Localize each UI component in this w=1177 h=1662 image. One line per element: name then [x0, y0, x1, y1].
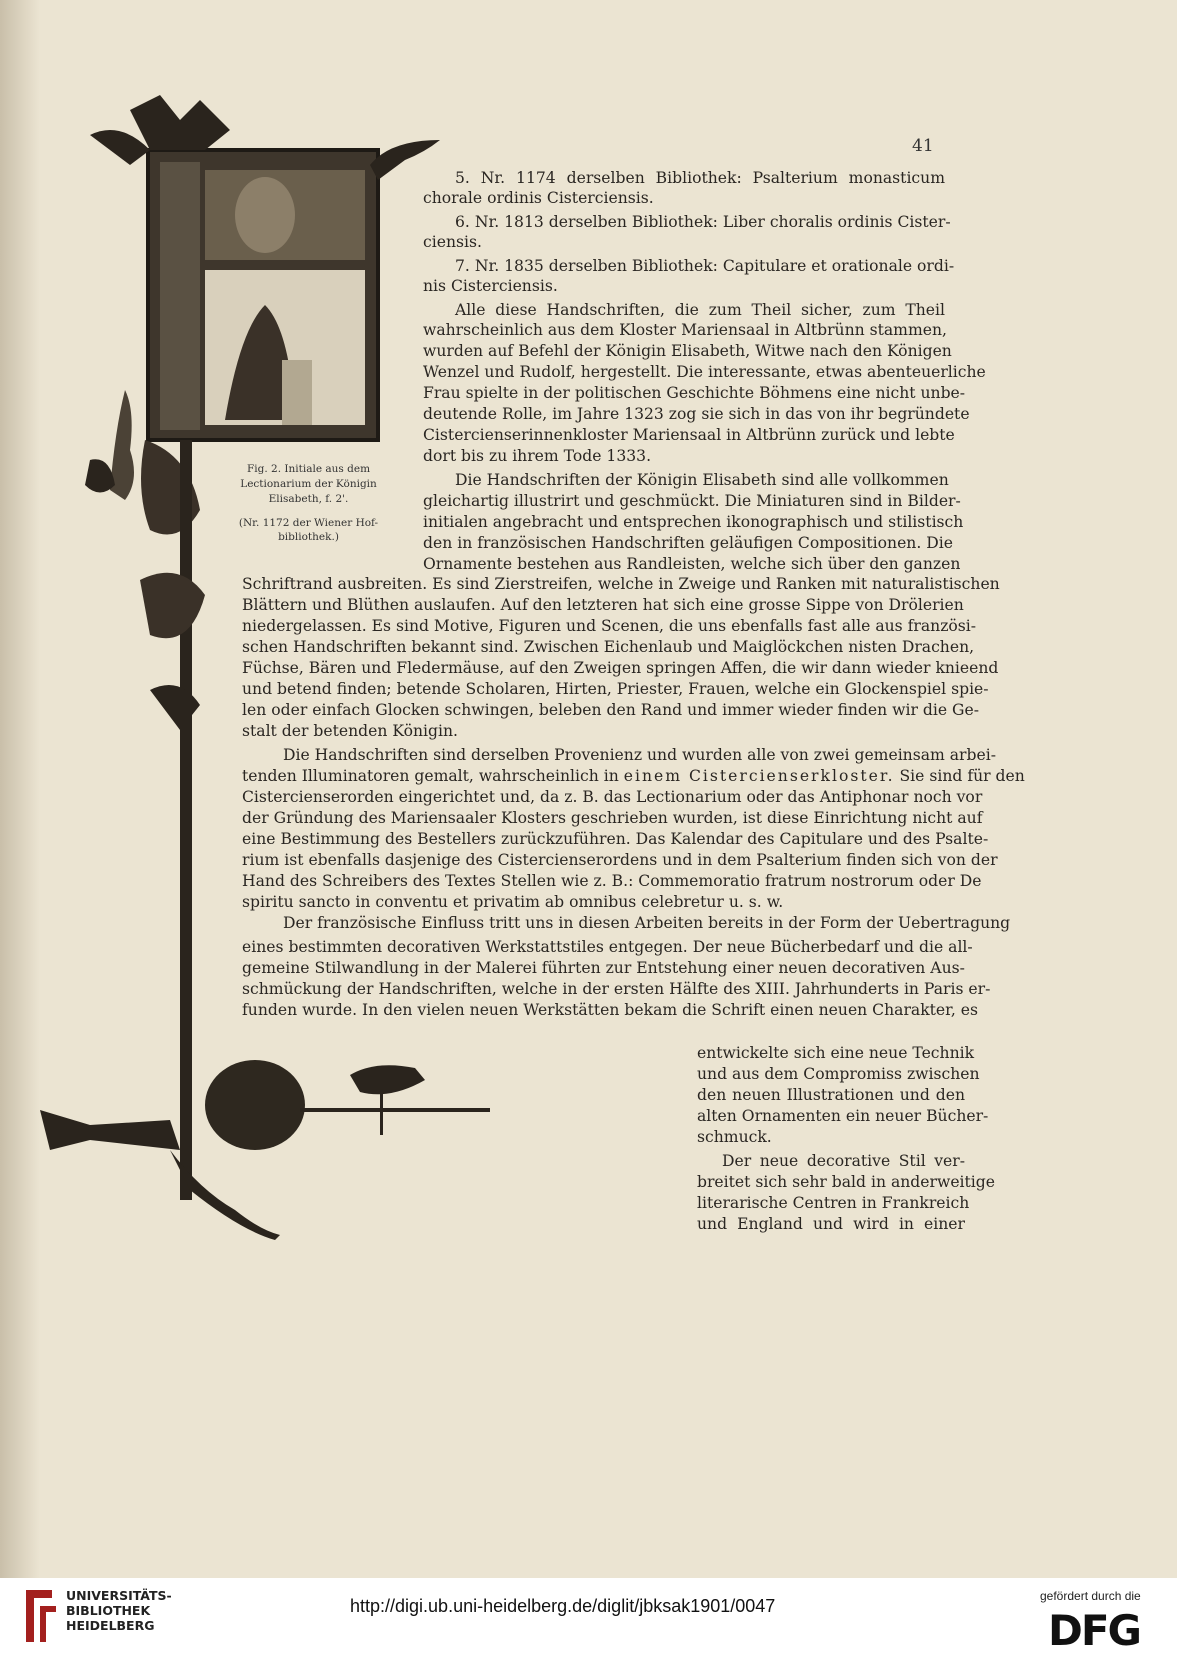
- text-line: Cistercienserinnenkloster Mariensaal in Altbrünn zurück und lebte: [423, 426, 955, 444]
- text-line: literarische Centren in Frankreich: [697, 1194, 970, 1212]
- text-line: deutende Rolle, im Jahre 1323 zog sie sich in das von ihr begründete: [423, 405, 970, 423]
- dfg-logo: DFG: [1048, 1606, 1141, 1655]
- university-library-logo-icon: [22, 1586, 58, 1646]
- text-line: ciensis.: [423, 233, 482, 251]
- text-line: den in französischen Handschriften geläufigen Compositionen. Die: [423, 534, 953, 552]
- text-run-spaced: einem Cistercienserkloster.: [623, 767, 895, 785]
- text-line: Cistercienserorden eingerichtet und, da z. B. das Lectionarium oder das Antiphonar noch vor: [242, 788, 983, 806]
- text-line: schmuck.: [697, 1128, 772, 1146]
- text-line: funden wurde. In den vielen neuen Werkstätten bekam die Schrift einen neuen Charakter, es: [242, 1001, 979, 1019]
- text-line: initialen angebracht und entsprechen ikonographisch und stilistisch: [423, 513, 964, 531]
- text-line: wahrscheinlich aus dem Kloster Mariensaal in Altbrünn stammen,: [423, 321, 947, 339]
- text-line: rium ist ebenfalls dasjenige des Cistercienserordens und in dem Psalterium finden sich von der: [242, 851, 998, 869]
- page-number: 41: [912, 136, 934, 156]
- text-line: wurden auf Befehl der Königin Elisabeth, Witwe nach den Königen: [423, 342, 952, 360]
- text-line: Frau spielte in der politischen Geschichte Böhmens eine nicht unbe-: [423, 384, 966, 402]
- text-line: 7. Nr. 1835 derselben Bibliothek: Capitulare et orationale ordi-: [455, 257, 955, 275]
- text-line: gemeine Stilwandlung in der Malerei führten zur Entstehung einer neuen decorativen Aus-: [242, 959, 965, 977]
- caption-line: Fig. 2. Initiale aus dem: [246, 463, 371, 475]
- text-line: stalt der betenden Königin.: [242, 722, 458, 740]
- text-line: Hand des Schreibers des Textes Stellen wie z. B.: Commemoratio fratrum nostrorum oder De: [242, 872, 982, 890]
- text-line: 6. Nr. 1813 derselben Bibliothek: Liber choralis ordinis Cister-: [455, 213, 951, 231]
- text-line: Schriftrand ausbreiten. Es sind Zierstreifen, welche in Zweige und Ranken mit naturalistischen: [242, 575, 1000, 593]
- text-line: Alle diese Handschriften, die zum Theil sicher, zum Theil: [455, 301, 945, 319]
- text-line: eines bestimmten decorativen Werkstattstiles entgegen. Der neue Bücherbedarf und die all-: [242, 938, 973, 956]
- text-line: alten Ornamenten ein neuer Bücher-: [697, 1107, 989, 1125]
- text-run: Sie sind für den: [899, 767, 1025, 785]
- text-line-emphasis: [242, 766, 1025, 786]
- text-line: nis Cisterciensis.: [423, 277, 558, 295]
- caption-line: Elisabeth, f. 2'.: [268, 493, 349, 505]
- text-line: Der französische Einfluss tritt uns in diesen Arbeiten bereits in der Form der Uebertragung: [283, 914, 1011, 932]
- text-line: 5. Nr. 1174 derselben Bibliothek: Psalterium monasticum: [455, 169, 945, 187]
- text-line: der Gründung des Mariensaaler Klosters geschrieben wurden, ist diese Einrichtung nicht auf: [242, 809, 983, 827]
- text-line: Ornamente bestehen aus Randleisten, welche sich über den ganzen: [423, 555, 961, 573]
- footer-bar: [0, 1578, 1177, 1662]
- text-line: Die Handschriften der Königin Elisabeth sind alle vollkommen: [455, 471, 949, 489]
- text-line: Der neue decorative Stil ver-: [722, 1152, 965, 1170]
- text-line: niedergelassen. Es sind Motive, Figuren und Scenen, die uns ebenfalls fast alle aus französi-: [242, 617, 977, 635]
- text-line: eine Bestimmung des Bestellers zurückzuführen. Das Kalendar des Capitulare und des Psalte-: [242, 830, 989, 848]
- text-line: und aus dem Compromiss zwischen: [697, 1065, 980, 1083]
- text-line: Die Handschriften sind derselben Provenienz und wurden alle von zwei gemeinsam arbei-: [283, 746, 996, 764]
- caption-line: bibliothek.): [278, 531, 339, 543]
- caption-line: (Nr. 1172 der Wiener Hof-: [238, 517, 379, 529]
- text-line: und England und wird in einer: [697, 1215, 965, 1233]
- logo-line-2: BIBLIOTHEK: [66, 1603, 151, 1618]
- text-line: dort bis zu ihrem Tode 1333.: [423, 447, 652, 465]
- text-run: tenden Illuminatoren gemalt, wahrscheinlich in: [242, 767, 619, 785]
- text-line: schmückung der Handschriften, welche in der ersten Hälfte des XIII. Jahrhunderts in Paris er-: [242, 980, 991, 998]
- funder-label: gefördert durch die: [1040, 1589, 1141, 1603]
- text-line: entwickelte sich eine neue Technik: [697, 1044, 975, 1062]
- caption-line: Lectionarium der Königin: [240, 478, 377, 490]
- text-line: schen Handschriften bekannt sind. Zwischen Eichenlaub und Maiglöckchen nisten Drachen,: [242, 638, 975, 656]
- text-line: und betend finden; betende Scholaren, Hirten, Priester, Frauen, welche ein Glockenspiel spie-: [242, 680, 989, 698]
- text-line: Blättern und Blüthen auslaufen. Auf den letzteren hat sich eine grosse Sippe von Drölerien: [242, 596, 964, 614]
- text-line: Wenzel und Rudolf, hergestellt. Die interessante, etwas abenteuerliche: [423, 363, 986, 381]
- logo-line-1: UNIVERSITÄTS-: [66, 1588, 172, 1603]
- page-url-link[interactable]: http://digi.ub.uni-heidelberg.de/diglit/jbksak1901/0047: [350, 1596, 776, 1616]
- text-line: breitet sich sehr bald in anderweitige: [697, 1173, 996, 1191]
- text-line: den neuen Illustrationen und den: [697, 1086, 965, 1104]
- text-line: gleichartig illustrirt und geschmückt. Die Miniaturen sind in Bilder-: [423, 492, 961, 510]
- text-line: Füchse, Bären und Fledermäuse, auf den Zweigen springen Affen, die wir dann wieder knieend: [242, 659, 999, 677]
- text-line: spiritu sancto in conventu et privatim ab omnibus celebretur u. s. w.: [242, 893, 784, 911]
- text-line: len oder einfach Glocken schwingen, beleben den Rand und immer wieder finden wir die Ge-: [242, 701, 979, 719]
- text-line: chorale ordinis Cisterciensis.: [423, 189, 654, 207]
- logo-line-3: HEIDELBERG: [66, 1618, 155, 1633]
